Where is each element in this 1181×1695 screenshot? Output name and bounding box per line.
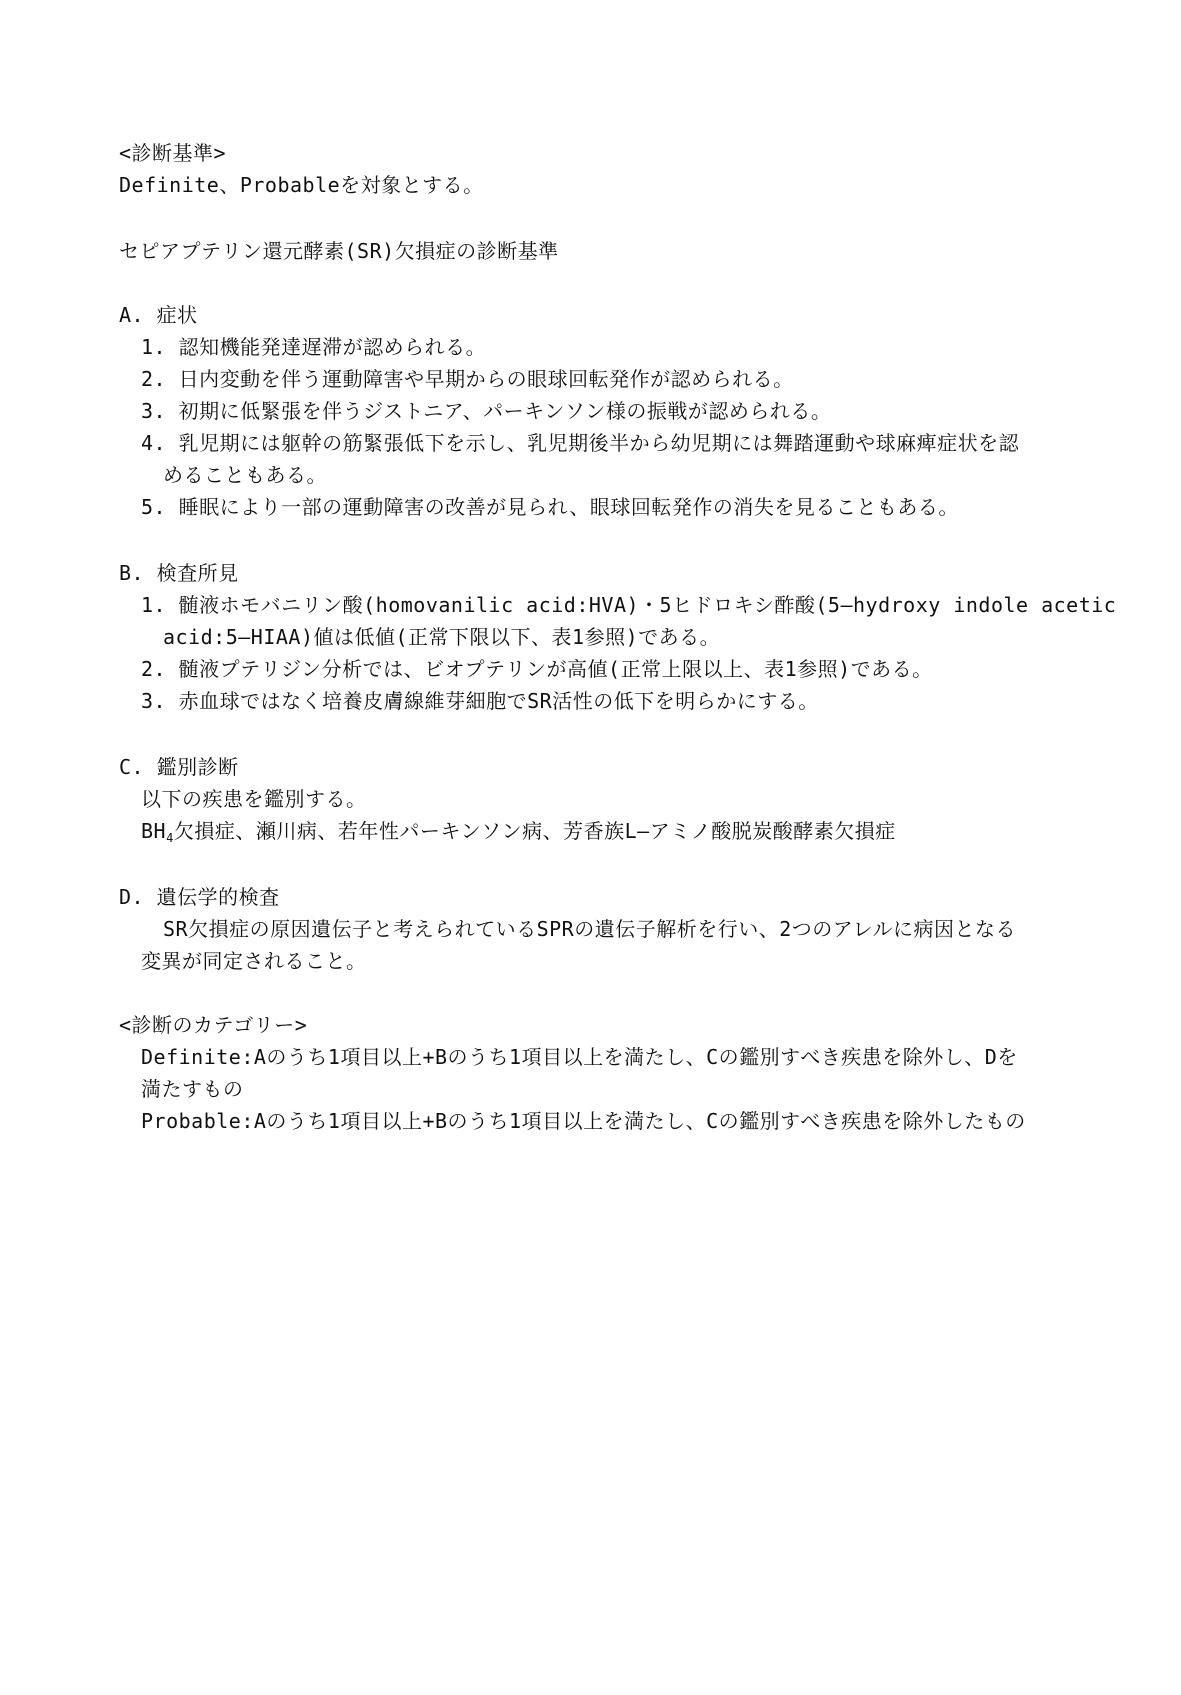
- section-a-item-1: 1. 認知機能発達遅滞が認められる。: [141, 335, 487, 359]
- section-a-item-4: 4. 乳児期には躯幹の筋緊張低下を示し、乳児期後半から幼児期には舞踏運動や球麻痺症状を認: [141, 431, 1020, 455]
- section-b-heading: B. 検査所見: [119, 561, 239, 585]
- section-b-item-1: 1. 髄液ホモバニリン酸(homovanilic acid:HVA)・5ヒドロキシ酢酸(5―hydroxy indole acetic: [141, 593, 1117, 617]
- criteria-heading: <診断基準>: [119, 141, 227, 165]
- bh-prefix: BH: [141, 819, 167, 843]
- document-title: セピアプテリン還元酵素(SR)欠損症の診断基準: [119, 239, 559, 263]
- section-a-heading: A. 症状: [119, 303, 198, 327]
- section-a-item-3: 3. 初期に低緊張を伴うジストニア、パーキンソン様の振戦が認められる。: [141, 399, 832, 423]
- section-c-disease-list: [141, 818, 896, 847]
- bh-subscript: 4: [166, 831, 174, 845]
- category-definite: Definite:Aのうち1項目以上+Bのうち1項目以上を満たし、Cの鑑別すべき疾患を除外し、Dを: [141, 1045, 1018, 1069]
- section-d-line-1: SR欠損症の原因遺伝子と考えられているSPRの遺伝子解析を行い、2つのアレルに病因となる: [163, 917, 1016, 941]
- section-c-heading: C. 鑑別診断: [119, 755, 239, 779]
- section-a-item-5: 5. 睡眠により一部の運動障害の改善が見られ、眼球回転発作の消失を見ることもある。: [141, 495, 959, 519]
- section-a-item-4-cont: めることもある。: [163, 463, 327, 487]
- section-c-intro: 以下の疾患を鑑別する。: [141, 787, 367, 811]
- disease-list-rest: 欠損症、瀬川病、若年性パーキンソン病、芳香族L―アミノ酸脱炭酸酵素欠損症: [173, 819, 896, 843]
- category-heading: <診断のカテゴリー>: [119, 1013, 308, 1037]
- category-definite-cont: 満たすもの: [141, 1077, 244, 1101]
- section-d-line-2: 変異が同定されること。: [141, 949, 367, 973]
- criteria-scope: Definite、Probableを対象とする。: [119, 173, 484, 197]
- category-probable: Probable:Aのうち1項目以上+Bのうち1項目以上を満たし、Cの鑑別すべき疾患を除外したもの: [141, 1109, 1026, 1133]
- section-b-item-3: 3. 赤血球ではなく培養皮膚線維芽細胞でSR活性の低下を明らかにする。: [141, 689, 819, 713]
- section-d-heading: D. 遺伝学的検査: [119, 885, 280, 909]
- section-a-item-2: 2. 日内変動を伴う運動障害や早期からの眼球回転発作が認められる。: [141, 367, 794, 391]
- section-b-item-1-cont: acid:5―HIAA)値は低値(正常下限以下、表1参照)である。: [163, 625, 721, 649]
- section-b-item-2: 2. 髄液プテリジン分析では、ビオプテリンが高値(正常上限以上、表1参照)である。: [141, 657, 933, 681]
